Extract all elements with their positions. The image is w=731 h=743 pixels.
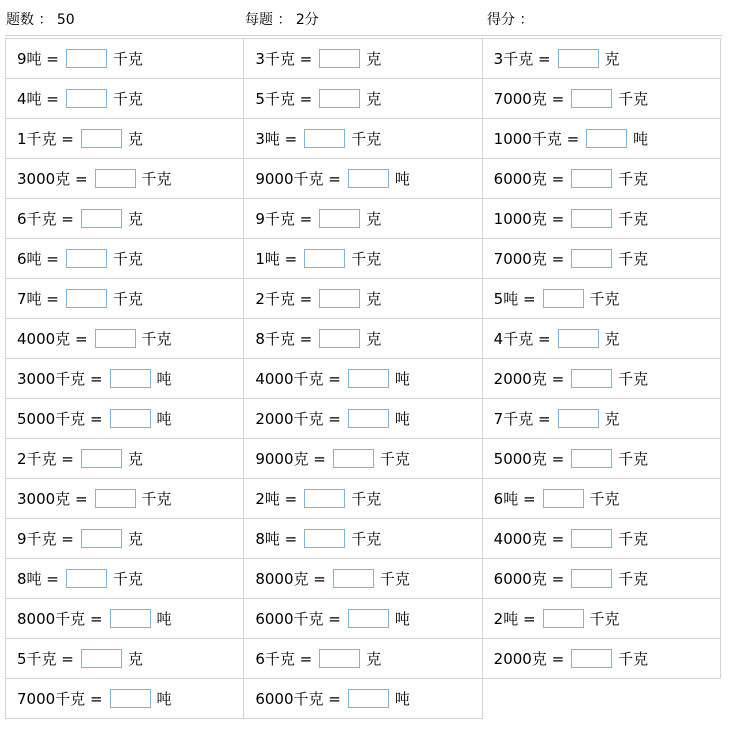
exercise-cell <box>6 439 244 479</box>
answer-box[interactable] <box>571 649 612 668</box>
unit-label: 千克 <box>112 90 143 108</box>
answer-box[interactable] <box>304 489 345 508</box>
answer-box[interactable] <box>333 569 374 588</box>
unit-label: 千克 <box>112 570 143 588</box>
unit-label: 千克 <box>112 290 143 308</box>
answer-box[interactable] <box>66 49 107 68</box>
exercise-row <box>6 559 721 599</box>
question-text: 1吨 = <box>255 250 298 268</box>
exercise-row <box>6 119 721 159</box>
exercise-cell <box>6 639 244 679</box>
exercise-cell <box>244 359 482 399</box>
exercise-cell <box>244 559 482 599</box>
exercise-cell <box>482 439 720 479</box>
exercise-row <box>6 639 721 679</box>
answer-box[interactable] <box>319 209 360 228</box>
question-text: 7000克 = <box>493 250 565 268</box>
unit-label: 千克 <box>141 330 172 348</box>
unit-label: 吨 <box>394 690 410 708</box>
unit-label: 千克 <box>589 490 620 508</box>
question-text: 2000克 = <box>493 650 565 668</box>
answer-box[interactable] <box>571 169 612 188</box>
question-text: 6吨 = <box>493 490 536 508</box>
answer-box[interactable] <box>110 609 151 628</box>
answer-box[interactable] <box>571 569 612 588</box>
unit-label: 克 <box>366 330 382 348</box>
answer-box[interactable] <box>348 369 389 388</box>
unit-label: 千克 <box>618 530 649 548</box>
unit-label: 千克 <box>379 570 410 588</box>
exercise-cell <box>244 639 482 679</box>
unit-label: 千克 <box>351 490 382 508</box>
unit-label: 千克 <box>351 530 382 548</box>
exercise-row <box>6 39 721 79</box>
question-text: 5000克 = <box>493 450 565 468</box>
answer-box[interactable] <box>543 289 584 308</box>
question-text: 4000克 = <box>493 530 565 548</box>
answer-box[interactable] <box>66 289 107 308</box>
exercise-cell <box>6 559 244 599</box>
answer-box[interactable] <box>571 89 612 108</box>
answer-box[interactable] <box>319 329 360 348</box>
question-text: 8吨 = <box>255 530 298 548</box>
unit-label: 千克 <box>351 250 382 268</box>
unit-label: 千克 <box>589 290 620 308</box>
exercise-cell <box>482 359 720 399</box>
exercise-cell <box>244 159 482 199</box>
exercise-cell <box>6 39 244 79</box>
answer-box[interactable] <box>571 529 612 548</box>
unit-label: 千克 <box>618 170 649 188</box>
question-text: 2千克 = <box>255 290 313 308</box>
exercise-cell <box>6 479 244 519</box>
exercise-cell <box>244 279 482 319</box>
question-text: 7吨 = <box>17 290 59 308</box>
exercise-row <box>6 439 721 479</box>
question-text: 5千克 = <box>255 90 313 108</box>
unit-label: 千克 <box>379 450 410 468</box>
score-label: 得分 ： <box>487 12 534 28</box>
question-text: 2吨 = <box>255 490 298 508</box>
exercise-cell <box>6 279 244 319</box>
exercise-cell <box>482 79 720 119</box>
unit-label: 克 <box>604 330 620 348</box>
unit-label: 千克 <box>141 170 172 188</box>
question-text: 6000克 = <box>493 570 565 588</box>
question-text: 8000千克 = <box>17 610 103 628</box>
exercise-cell <box>6 399 244 439</box>
unit-label: 克 <box>604 410 620 428</box>
question-text: 6千克 = <box>17 210 74 228</box>
question-text: 4千克 = <box>493 330 551 348</box>
question-text: 3千克 = <box>493 50 551 68</box>
answer-box[interactable] <box>348 689 389 708</box>
question-text: 4000千克 = <box>255 370 341 388</box>
answer-box[interactable] <box>304 249 345 268</box>
header-divider <box>5 35 722 36</box>
question-text: 2000克 = <box>493 370 565 388</box>
unit-label: 千克 <box>618 450 649 468</box>
answer-box[interactable] <box>110 409 151 428</box>
unit-label: 克 <box>604 50 620 68</box>
unit-label: 千克 <box>618 250 649 268</box>
exercise-cell <box>244 199 482 239</box>
question-text: 9000克 = <box>255 450 326 468</box>
question-text: 3千克 = <box>255 50 313 68</box>
answer-box[interactable] <box>66 569 107 588</box>
exercise-row <box>6 159 721 199</box>
question-text: 7000千克 = <box>17 690 103 708</box>
exercise-cell <box>482 319 720 359</box>
exercise-cell <box>6 359 244 399</box>
exercise-cell <box>6 519 244 559</box>
exercise-row <box>6 399 721 439</box>
unit-label: 千克 <box>112 250 143 268</box>
answer-box[interactable] <box>348 609 389 628</box>
question-text: 8吨 = <box>17 570 59 588</box>
answer-box[interactable] <box>319 289 360 308</box>
exercise-cell <box>244 519 482 559</box>
question-text: 6000千克 = <box>255 610 341 628</box>
empty-cell <box>482 679 720 719</box>
exercise-cell <box>482 119 720 159</box>
unit-label: 克 <box>366 290 382 308</box>
answer-box[interactable] <box>319 89 360 108</box>
exercise-cell <box>244 439 482 479</box>
question-text: 8000克 = <box>255 570 326 588</box>
unit-label: 千克 <box>618 90 649 108</box>
answer-box[interactable] <box>304 129 345 148</box>
unit-label: 吨 <box>394 370 410 388</box>
question-text: 7千克 = <box>493 410 551 428</box>
answer-box[interactable] <box>571 209 612 228</box>
unit-label: 千克 <box>618 210 649 228</box>
unit-label: 千克 <box>618 650 649 668</box>
unit-label: 吨 <box>394 170 410 188</box>
answer-box[interactable] <box>81 649 122 668</box>
answer-box[interactable] <box>81 129 122 148</box>
unit-label: 克 <box>127 130 143 148</box>
unit-label: 千克 <box>589 610 620 628</box>
exercise-cell <box>6 679 244 719</box>
question-text: 6000千克 = <box>255 690 341 708</box>
answer-box[interactable] <box>333 449 374 468</box>
question-text: 5千克 = <box>17 650 74 668</box>
unit-label: 克 <box>366 650 382 668</box>
question-text: 4吨 = <box>17 90 59 108</box>
answer-box[interactable] <box>586 129 627 148</box>
unit-label: 千克 <box>618 370 649 388</box>
answer-box[interactable] <box>571 369 612 388</box>
exercise-cell <box>482 239 720 279</box>
exercise-cell <box>6 319 244 359</box>
exercise-row <box>6 519 721 559</box>
exercise-cell <box>482 399 720 439</box>
exercise-row <box>6 599 721 639</box>
question-text: 6千克 = <box>255 650 313 668</box>
exercise-cell <box>244 679 482 719</box>
answer-box[interactable] <box>66 249 107 268</box>
unit-label: 千克 <box>141 490 172 508</box>
unit-label: 千克 <box>351 130 382 148</box>
exercise-cell <box>244 479 482 519</box>
exercise-cell <box>6 239 244 279</box>
question-text: 8千克 = <box>255 330 313 348</box>
exercise-cell <box>6 79 244 119</box>
answer-box[interactable] <box>66 89 107 108</box>
answer-box[interactable] <box>110 689 151 708</box>
exercise-cell <box>6 599 244 639</box>
unit-label: 吨 <box>156 690 172 708</box>
exercise-cell <box>482 159 720 199</box>
answer-box[interactable] <box>95 329 136 348</box>
unit-label: 吨 <box>156 610 172 628</box>
exercise-row <box>6 359 721 399</box>
answer-box[interactable] <box>348 409 389 428</box>
question-text: 9吨 = <box>17 50 59 68</box>
unit-label: 吨 <box>394 610 410 628</box>
answer-box[interactable] <box>543 609 584 628</box>
exercise-cell <box>482 599 720 639</box>
exercise-cell <box>482 519 720 559</box>
question-text: 5000千克 = <box>17 410 103 428</box>
unit-label: 克 <box>366 90 382 108</box>
exercise-cell <box>244 39 482 79</box>
exercise-cell <box>482 279 720 319</box>
question-text: 3000克 = <box>17 170 88 188</box>
exercise-cell <box>244 399 482 439</box>
unit-label: 千克 <box>618 570 649 588</box>
unit-label: 克 <box>127 450 143 468</box>
exercise-row <box>6 199 721 239</box>
question-text: 9000千克 = <box>255 170 341 188</box>
exercise-cell <box>244 79 482 119</box>
question-count: 题数 ： 50 <box>6 12 75 28</box>
question-text: 6000克 = <box>493 170 565 188</box>
question-text: 1000克 = <box>493 210 565 228</box>
answer-box[interactable] <box>81 209 122 228</box>
exercise-cell <box>244 599 482 639</box>
answer-box[interactable] <box>571 449 612 468</box>
unit-label: 吨 <box>394 410 410 428</box>
answer-box[interactable] <box>95 489 136 508</box>
worksheet-header <box>0 0 731 36</box>
points-per-question: 每题 ： 2分 <box>245 12 319 28</box>
question-text: 2000千克 = <box>255 410 341 428</box>
exercise-cell <box>244 239 482 279</box>
unit-label: 克 <box>366 50 382 68</box>
question-text: 9千克 = <box>17 530 74 548</box>
answer-box[interactable] <box>319 49 360 68</box>
answer-box[interactable] <box>304 529 345 548</box>
exercise-cell <box>244 319 482 359</box>
question-text: 2千克 = <box>17 450 74 468</box>
exercise-row <box>6 279 721 319</box>
exercise-row <box>6 79 721 119</box>
answer-box[interactable] <box>571 249 612 268</box>
question-text: 3吨 = <box>255 130 298 148</box>
exercise-grid <box>5 38 721 719</box>
question-text: 6吨 = <box>17 250 59 268</box>
unit-label: 吨 <box>156 410 172 428</box>
question-text: 3000克 = <box>17 490 88 508</box>
exercise-cell <box>482 39 720 79</box>
answer-box[interactable] <box>95 169 136 188</box>
exercise-row <box>6 479 721 519</box>
unit-label: 克 <box>127 650 143 668</box>
answer-box[interactable] <box>110 369 151 388</box>
question-text: 3000千克 = <box>17 370 103 388</box>
exercise-cell <box>482 479 720 519</box>
answer-box[interactable] <box>319 649 360 668</box>
answer-box[interactable] <box>543 489 584 508</box>
question-text: 1000千克 = <box>493 130 580 148</box>
exercise-row <box>6 679 721 719</box>
unit-label: 千克 <box>112 50 143 68</box>
unit-label: 吨 <box>633 130 649 148</box>
answer-box[interactable] <box>348 169 389 188</box>
answer-box[interactable] <box>81 529 122 548</box>
unit-label: 克 <box>366 210 382 228</box>
question-text: 5吨 = <box>493 290 536 308</box>
exercise-cell <box>244 119 482 159</box>
unit-label: 吨 <box>156 370 172 388</box>
unit-label: 克 <box>127 530 143 548</box>
question-text: 1千克 = <box>17 130 74 148</box>
question-text: 4000克 = <box>17 330 88 348</box>
question-text: 2吨 = <box>493 610 536 628</box>
exercise-cell <box>6 119 244 159</box>
unit-label: 克 <box>127 210 143 228</box>
exercise-row <box>6 239 721 279</box>
exercise-cell <box>6 199 244 239</box>
question-text: 7000克 = <box>493 90 565 108</box>
exercise-cell <box>482 559 720 599</box>
question-text: 9千克 = <box>255 210 313 228</box>
answer-box[interactable] <box>558 409 599 428</box>
exercise-cell <box>482 639 720 679</box>
exercise-cell <box>6 159 244 199</box>
exercise-row <box>6 319 721 359</box>
answer-box[interactable] <box>81 449 122 468</box>
answer-box[interactable] <box>558 329 599 348</box>
answer-box[interactable] <box>558 49 599 68</box>
exercise-cell <box>482 199 720 239</box>
